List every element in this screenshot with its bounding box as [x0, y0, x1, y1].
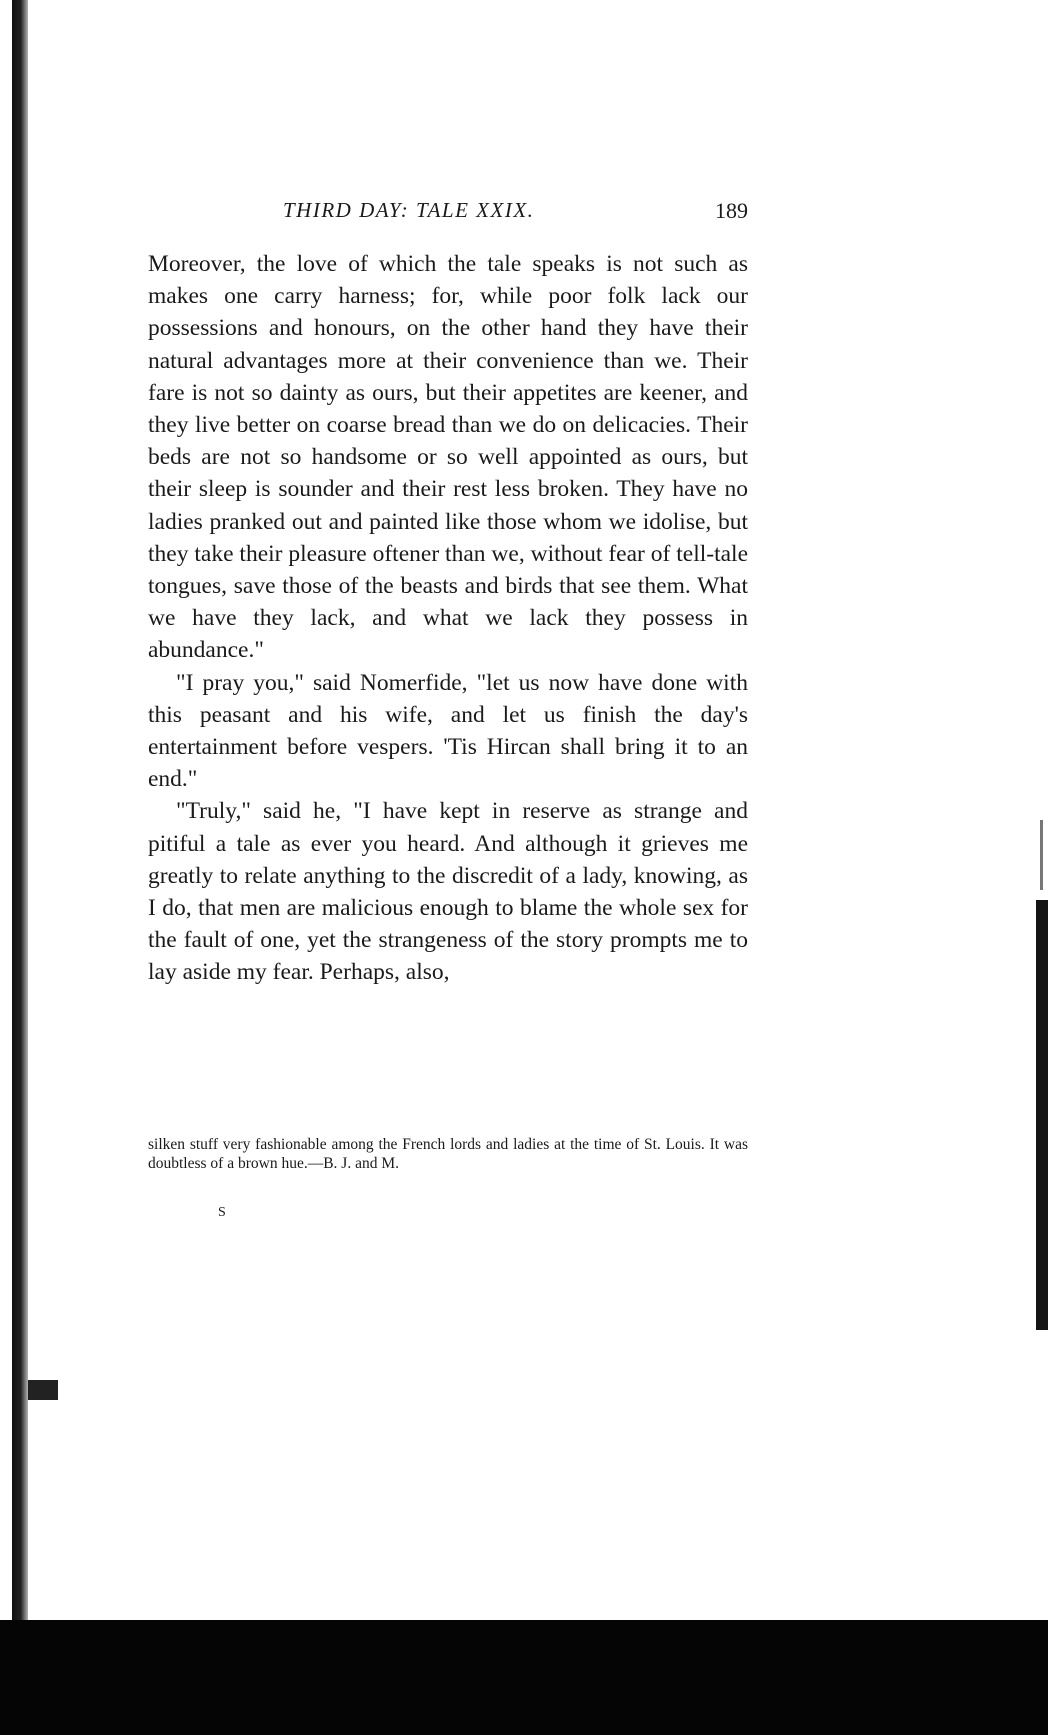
paragraph-3: "Truly," said he, "I have kept in reserve as strange and pitiful a tale as ever you heard. And although it grieves me greatly to relate anything to the discredit of a lady, knowing, as I do, that men are malicious enough to blame the whole sex for the fault of one, yet the strangeness of the story prompts me to lay aside my fear. Perhaps, also,: [148, 798, 748, 986]
signature-mark: S: [218, 1205, 226, 1220]
paragraph-1: Moreover, the love of which the tale speaks is not such as makes one carry harness; for, while poor folk lack our possessions and honours, on the other hand they have their natural advantages more at their convenience than we. Their fare is not so dainty as ours, but their appetites are keener, and they live better on coarse bread than we do on delicacies. Their beds are not so handsome or so well appointed as ours, but their sleep is sounder and their rest less broken. They have no ladies pranked out and painted like those whom we idolise, but they take their pleasure oftener than we, without fear of tell-tale tongues, save those of the beasts and birds that see them. What we have they lack, and what we lack they possess in abundance.": [148, 251, 748, 664]
scan-bottom-band: [0, 1620, 1048, 1735]
footnote: silken stuff very fashionable among the French lords and ladies at the time of St. Louis. It was doubtless of a brown hue.—B. J. and M.: [148, 1136, 748, 1172]
paragraph-2: "I pray you," said Nomerfide, "let us now have done with this peasant and his wife, and let us finish the day's entertainment before vespers. 'Tis Hircan shall bring it to an end.": [148, 669, 748, 793]
scan-binding-edge: [12, 0, 28, 1660]
scan-right-edge-fragment: [1040, 820, 1043, 890]
body-text: [148, 248, 748, 989]
page-number: 189: [715, 198, 748, 223]
scan-right-edge: [1036, 900, 1048, 1330]
scan-binding-mark: [28, 1380, 58, 1400]
running-head: [148, 198, 748, 232]
running-title: THIRD DAY: TALE XXIX.: [283, 198, 535, 222]
